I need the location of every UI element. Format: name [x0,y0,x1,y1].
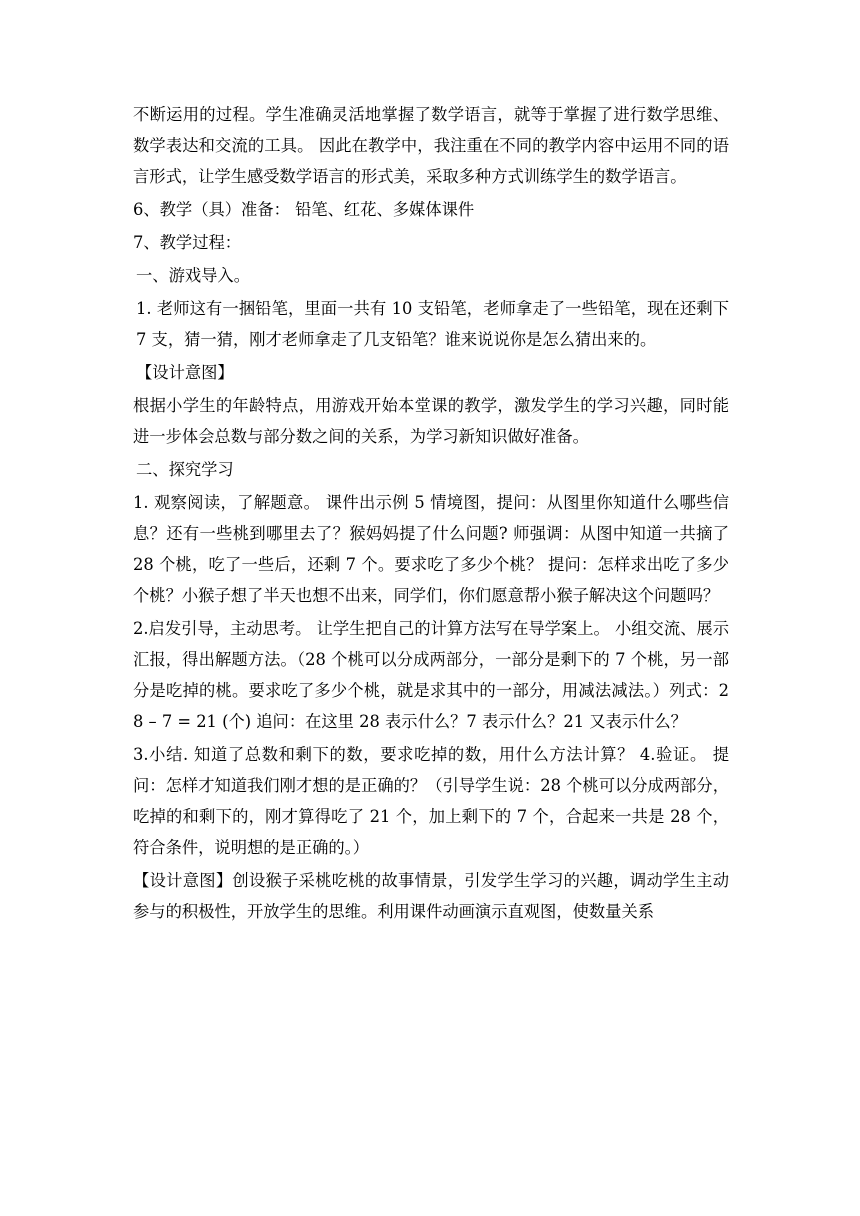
paragraph-summary-verify: 3.小结. 知道了总数和剩下的数，要求吃掉的数，用什么方法计算？ 4.验证。 提问：怎样才知道我们刚才想的是正确的？（引导学生说：28 个桃可以分成两部分，吃掉的和剩下的，刚才算得吃了 21 个，加上剩下的 7 个，合起来一共是 28 个，符合条件，说明想的是正确的。） [133,745,729,857]
paragraph-teaching-process-heading: 7、教学过程： [133,233,242,252]
paragraph-guided-thinking: 2.启发引导，主动思考。 让学生把自己的计算方法写在导学案上。 小组交流、展示汇报，得出解题方法。（28 个桃可以分成两部分，一部分是剩下的 7 个桃，另一部分是吃掉的桃。要求吃了多少个桃，就是求其中的一部分，用减法减法。）列式：28 – 7 = 21 (个) 追问：在这里 28 表示什么？7 表示什么？21 又表示什么？ [133,619,729,731]
paragraph-observe-read: 1. 观察阅读，了解题意。 课件出示例 5 情境图，提问：从图里你知道什么哪些信息？还有一些桃到哪里去了？猴妈妈提了什么问题? 师强调：从图中知道一共摘了 28 个桃，吃了一些后，还剩 7 个。要求吃了多少个桃？ 提问：怎样求出吃了多少个桃？小猴子想了半天也想不出来，同学们，你们愿意帮小猴子解决这个问题吗？ [133,493,729,605]
document-body [133,99,729,927]
design-intent-label: 【设计意图】 [136,363,234,382]
paragraph-design-intent-1: 根据小学生的年龄特点，用游戏开始本堂课的教学，激发学生的学习兴趣，同时能进一步体会总数与部分数之间的关系，为学习新知识做好准备。 [133,396,729,446]
section-heading-explore: 二、探究学习 [136,460,234,479]
paragraph-teaching-philosophy: 不断运用的过程。学生准确灵活地掌握了数学语言，就等于掌握了进行数学思维、数学表达和交流的工具。 因此在教学中，我注重在不同的教学内容中运用不同的语言形式，让学生感受数学语言的形式美，采取多种方式训练学生的数学语言。 [133,105,729,186]
paragraph-design-intent-2: 【设计意图】创设猴子采桃吃桃的故事情景，引发学生学习的兴趣，调动学生主动参与的积极性，开放学生的思维。利用课件动画演示直观图，使数量关系 [133,871,729,921]
section-heading-game-intro: 一、游戏导入。 [136,266,250,285]
paragraph-teaching-materials: 6、教学（具）准备： 铅笔、红花、多媒体课件 [133,200,475,219]
paragraph-game-question: 1. 老师这有一捆铅笔，里面一共有 10 支铅笔，老师拿走了一些铅笔，现在还剩下 7 支，猜一猜，刚才老师拿走了几支铅笔？谁来说说你是怎么猜出来的。 [136,299,729,349]
